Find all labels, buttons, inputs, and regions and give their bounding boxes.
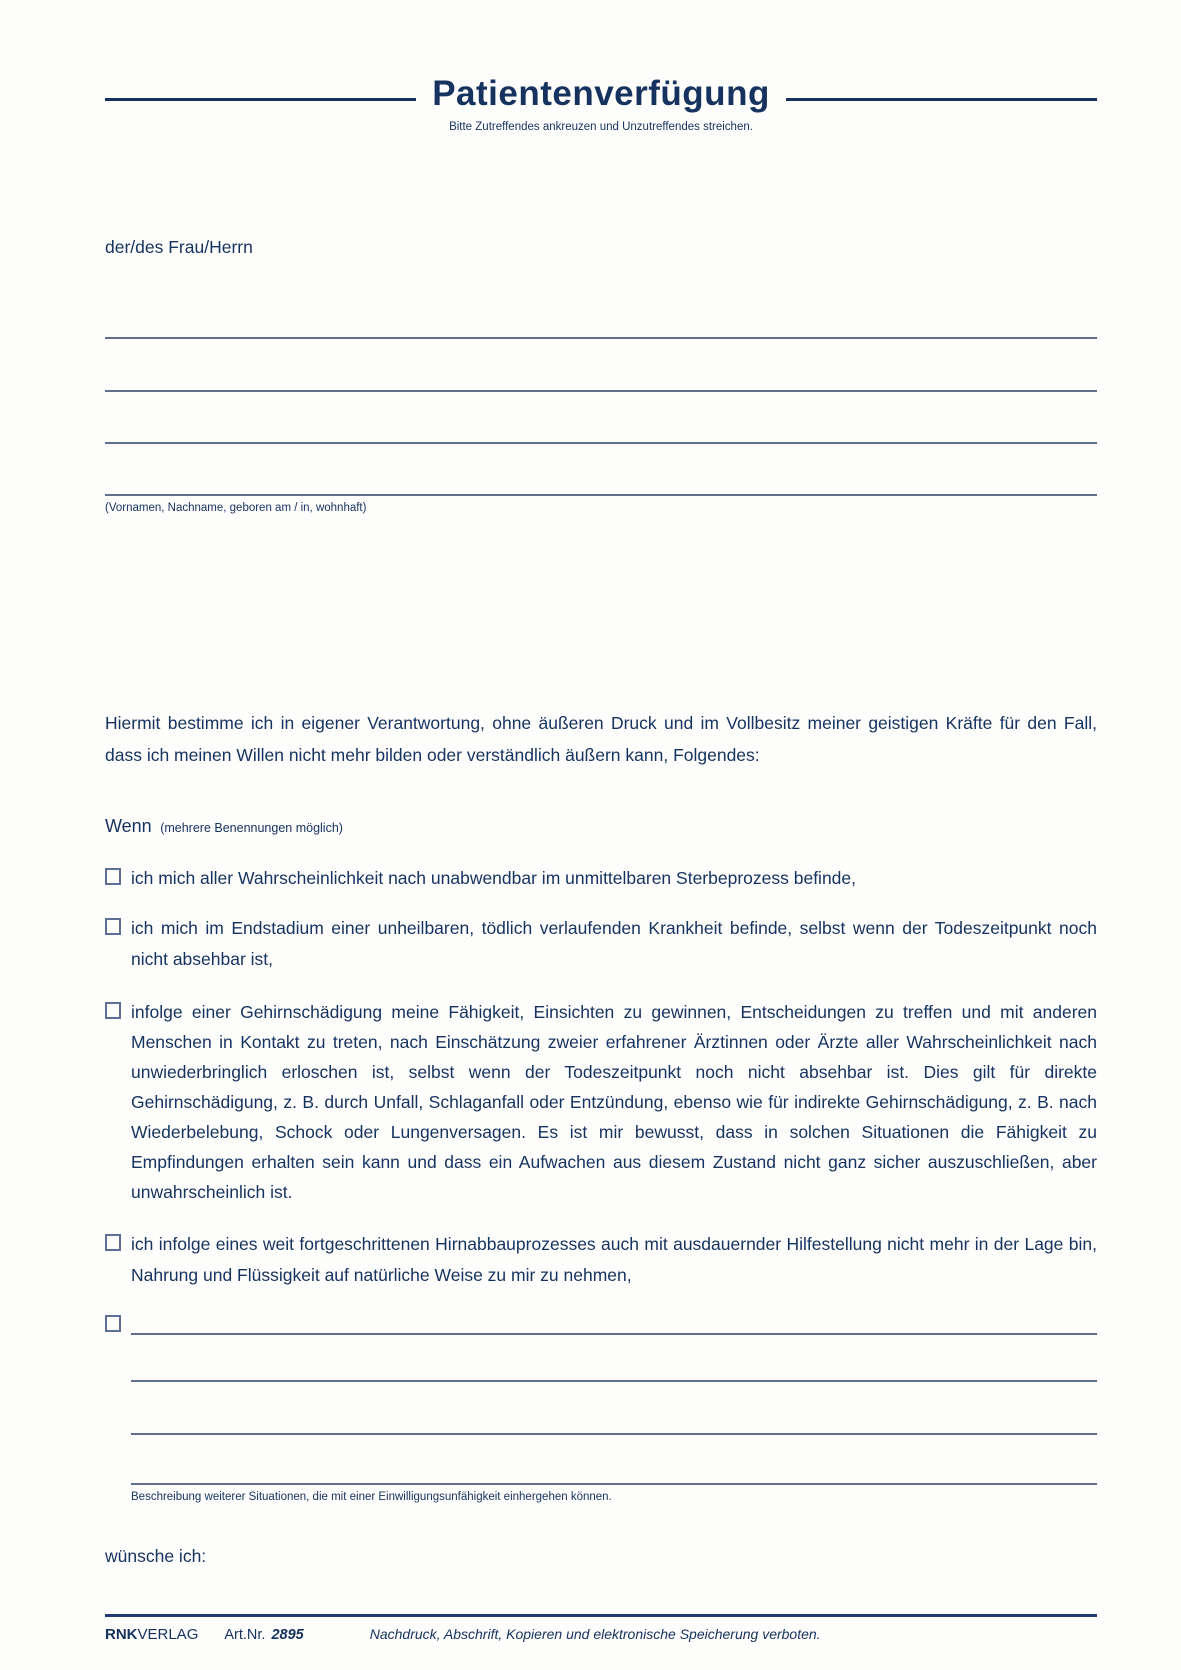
name-input-line-3[interactable] [105, 392, 1097, 444]
checkbox-brain-damage[interactable] [105, 1002, 121, 1019]
title-row [105, 74, 1097, 114]
name-input-line-4[interactable] [105, 444, 1097, 496]
publisher-name: RNKVERLAG [105, 1626, 199, 1643]
checkbox-dying-process[interactable] [105, 868, 121, 885]
custom-condition-caption: Beschreibung weiterer Situationen, die mit einer Einwilligungsunfähigkeit einhergehen können. [131, 1491, 612, 1503]
conditions-heading-note: (mehrere Benennungen möglich) [160, 821, 343, 835]
condition-item-brain-damage [105, 997, 1097, 1207]
form-header [105, 0, 1097, 133]
checkbox-custom-condition[interactable] [105, 1315, 121, 1332]
title-rule-right [786, 98, 1097, 101]
wish-label: wünsche ich: [105, 1546, 207, 1566]
custom-condition-input-line-3[interactable] [131, 1382, 1097, 1435]
article-number-label: Art.Nr. [224, 1627, 266, 1643]
condition-text: ich infolge eines weit fortgeschrittenen Hirnabbauprozesses auch mit ausdauernder Hilfestellung nicht mehr in der Lage bin, Nahrung und Flüssigkeit auf natürliche Weise zu mir zu nehmen, [131, 1234, 1097, 1285]
condition-item-dying-process [105, 863, 1097, 894]
condition-text: ich mich im Endstadium einer unheilbaren, tödlich verlaufenden Krankheit befinde, selbst wenn der Todeszeitpunkt noch nicht absehbar ist, [131, 918, 1097, 969]
form-instruction: Bitte Zutreffendes ankreuzen und Unzutreffendes streichen. [449, 121, 753, 133]
custom-condition-input-line-2[interactable] [131, 1335, 1097, 1382]
addressee-label: der/des Frau/Herrn [105, 237, 253, 257]
checkbox-terminal-illness[interactable] [105, 918, 121, 935]
custom-condition-lines [105, 1335, 1097, 1485]
condition-text: ich mich aller Wahrscheinlichkeit nach unabwendbar im unmittelbaren Sterbeprozess befinde, [131, 868, 857, 888]
condition-text: infolge einer Gehirnschädigung meine Fähigkeit, Einsichten zu gewinnen, Entscheidungen zu treffen und mit anderen Menschen in Kontakt zu treten, nach Einschätzung zweier erfahrener Ärztinnen oder Ärzte aller Wahrscheinlichkeit nach unwiederbringlich erloschen ist, selbst wenn der Todeszeitpunkt noch nicht absehbar ist. Dies gilt für direkte Gehirnschädigung, z. B. durch Unfall, Schlaganfall oder Entzündung, ebenso wie für indirekte Gehirnschädigung, z. B. nach Wiederbelebung, Schock oder Lungenversagen. Es ist mir bewusst, dass in solchen Situationen die Fähigkeit zu Empfindungen erhalten sein kann und dass ein Aufwachen aus diesem Zustand nicht ganz sicher auszuschließen, aber unwahrscheinlich ist. [131, 1002, 1097, 1202]
name-input-line-1[interactable] [105, 287, 1097, 339]
conditions-heading-row [105, 816, 1097, 837]
footer-row [105, 1626, 1097, 1643]
condition-item-custom [105, 1315, 1097, 1335]
conditions-heading: Wenn [105, 816, 152, 836]
title-rule-left [105, 98, 416, 101]
article-number-value: 2895 [271, 1627, 304, 1643]
name-lines-caption: (Vornamen, Nachname, geboren am / in, wohnhaft) [105, 502, 367, 514]
footer-rule [105, 1614, 1097, 1617]
form-footer [105, 1614, 1097, 1643]
checkbox-brain-degeneration[interactable] [105, 1234, 121, 1251]
condition-item-brain-degeneration [105, 1229, 1097, 1291]
copyright-notice: Nachdruck, Abschrift, Kopieren und elektronische Speicherung verboten. [369, 1626, 821, 1642]
declaration-intro: Hiermit bestimme ich in eigener Verantwortung, ohne äußeren Druck und im Vollbesitz meiner geistigen Kräfte für den Fall, dass ich meinen Willen nicht mehr bilden oder verständlich äußern kann, Folgendes: [105, 713, 1097, 765]
condition-item-terminal-illness [105, 913, 1097, 975]
custom-condition-input-line-4[interactable] [131, 1435, 1097, 1485]
name-input-line-2[interactable] [105, 339, 1097, 392]
custom-condition-input-line-1[interactable] [131, 1315, 1097, 1335]
page-title: Patientenverfügung [432, 74, 770, 113]
